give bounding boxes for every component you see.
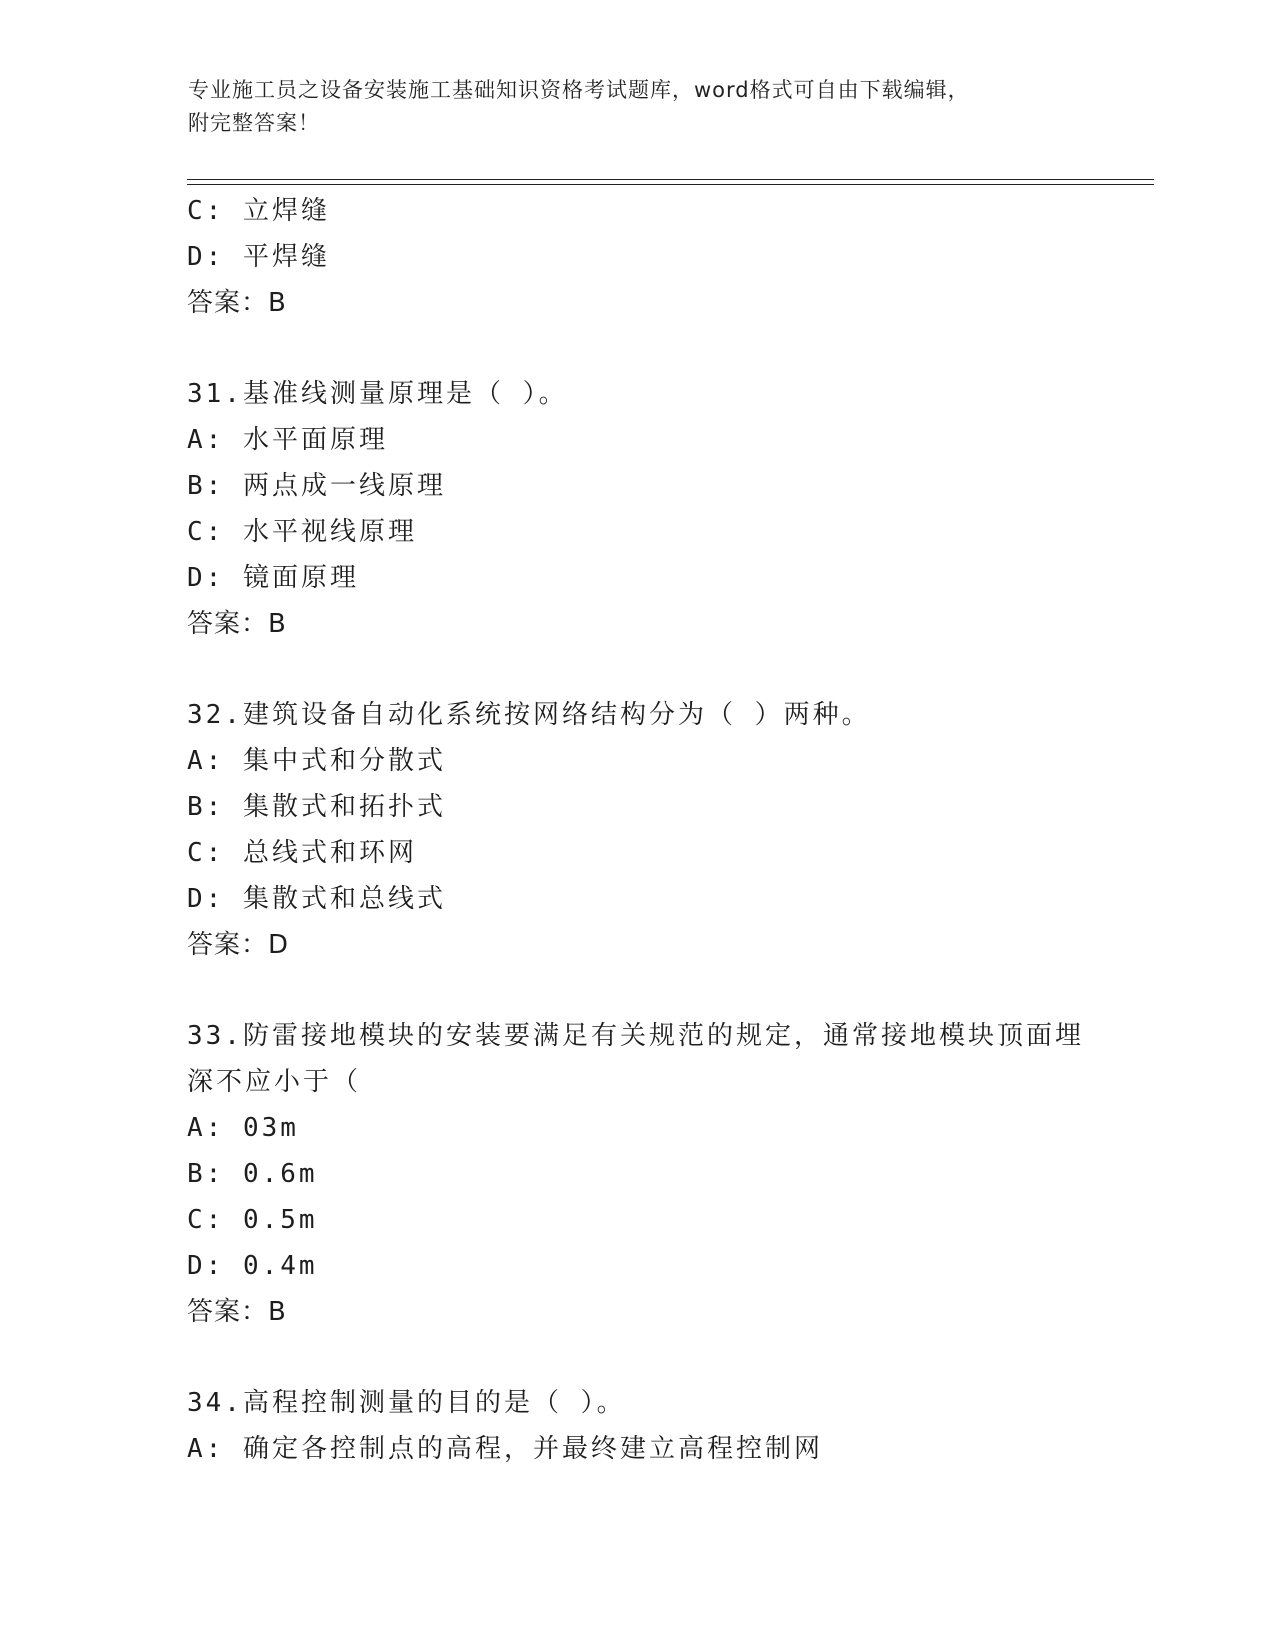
option-a: A: 03m bbox=[187, 1113, 299, 1143]
document-header bbox=[188, 74, 1068, 140]
question-31 bbox=[187, 371, 1087, 647]
option-c: C: 水平视线原理 bbox=[187, 517, 417, 547]
header-divider-bottom bbox=[187, 184, 1154, 185]
question-32 bbox=[187, 692, 1087, 968]
question-stem-continued: 深不应小于（ bbox=[187, 1067, 362, 1097]
question-stem: 31.基准线测量原理是（ ）。 bbox=[187, 379, 568, 409]
question-gap bbox=[187, 968, 1087, 1013]
option-a: A: 水平面原理 bbox=[187, 425, 388, 455]
header-line-1: 专业施工员之设备安装施工基础知识资格考试题库，word格式可自由下载编辑， bbox=[188, 78, 970, 102]
option-d: D: 集散式和总线式 bbox=[187, 884, 446, 914]
option-b: B: 集散式和拓扑式 bbox=[187, 792, 446, 822]
option-c: C: 立焊缝 bbox=[187, 196, 330, 226]
option-b: B: 0.6m bbox=[187, 1159, 318, 1189]
question-stem: 34.高程控制测量的目的是（ ）。 bbox=[187, 1388, 626, 1418]
option-c: C: 总线式和环网 bbox=[187, 838, 417, 868]
answer-line: 答案：D bbox=[187, 930, 290, 960]
question-gap bbox=[187, 1335, 1087, 1380]
question-gap bbox=[187, 326, 1087, 371]
option-a: A: 确定各控制点的高程，并最终建立高程控制网 bbox=[187, 1434, 823, 1464]
option-d: D: 镜面原理 bbox=[187, 563, 359, 593]
option-d: D: 0.4m bbox=[187, 1251, 318, 1281]
question-34 bbox=[187, 1380, 1087, 1472]
option-d: D: 平焊缝 bbox=[187, 242, 330, 272]
option-a: A: 集中式和分散式 bbox=[187, 746, 446, 776]
answer-line: 答案：B bbox=[187, 609, 287, 639]
answer-line: 答案：B bbox=[187, 288, 287, 318]
question-30-tail bbox=[187, 188, 1087, 326]
question-stem: 33.防雷接地模块的安装要满足有关规范的规定，通常接地模块顶面埋 bbox=[187, 1021, 1084, 1051]
option-c: C: 0.5m bbox=[187, 1205, 318, 1235]
question-stem: 32.建筑设备自动化系统按网络结构分为（ ）两种。 bbox=[187, 700, 871, 730]
question-list bbox=[187, 188, 1087, 1472]
header-divider-top bbox=[187, 179, 1154, 180]
option-b: B: 两点成一线原理 bbox=[187, 471, 446, 501]
header-line-2: 附完整答案！ bbox=[188, 111, 320, 135]
question-gap bbox=[187, 647, 1087, 692]
answer-line: 答案：B bbox=[187, 1297, 287, 1327]
question-33 bbox=[187, 1013, 1087, 1335]
